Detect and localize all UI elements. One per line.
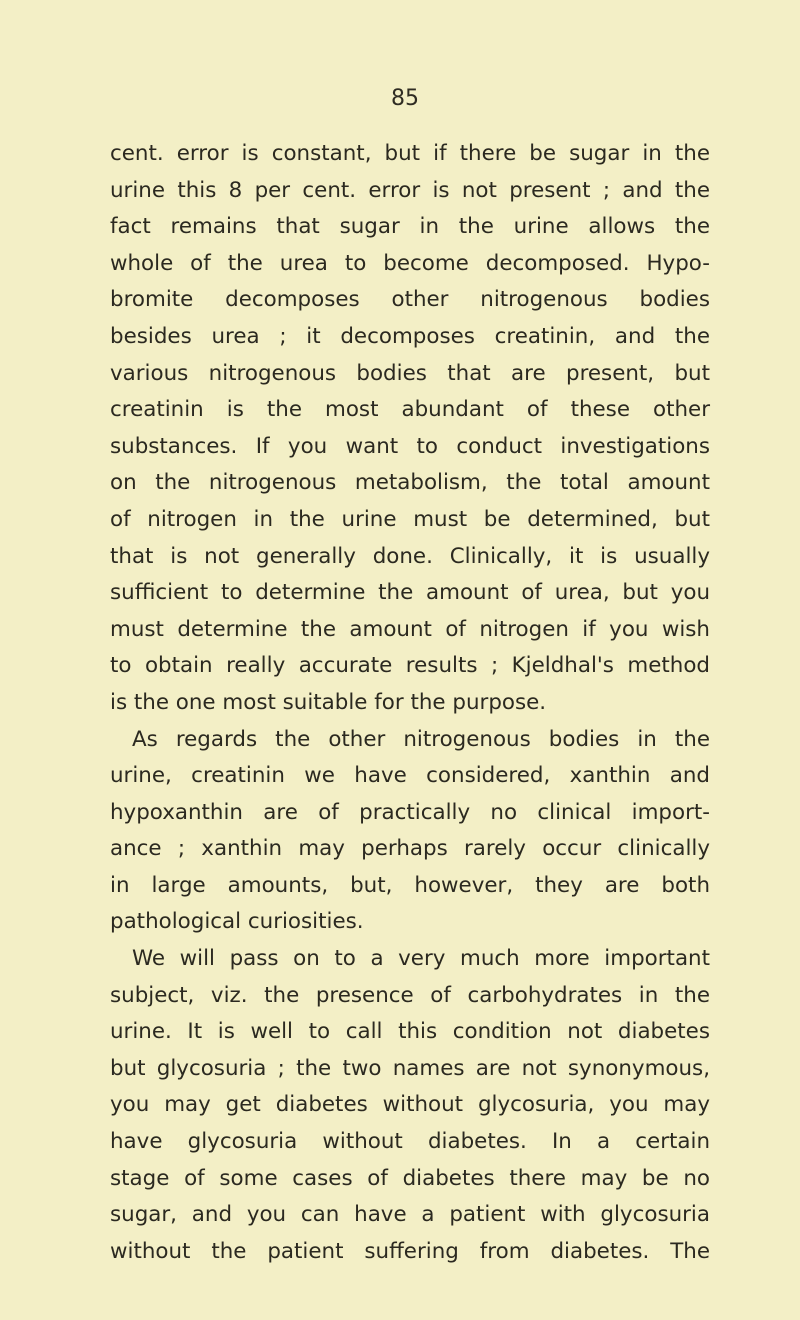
text-line: creatinin is the most abundant of these other (110, 397, 710, 423)
text-line: We will pass on to a very much more important (132, 946, 710, 972)
text-line: cent. error is constant, but if there be sugar in the (110, 141, 710, 166)
text-line: whole of the urea to become decomposed. Hypo- (110, 250, 710, 276)
page-number: 85 (391, 86, 419, 111)
text-line: of nitrogen in the urine must be determined, but (110, 506, 710, 532)
text-line: besides urea ; it decomposes creatinin, and the (110, 323, 710, 349)
text-line: you may get diabetes without glycosuria, you may (110, 1092, 710, 1118)
text-line: various nitrogenous bodies that are present, but (110, 360, 710, 386)
body-text (110, 136, 710, 1270)
paragraph-3 (110, 941, 710, 1270)
text-line: ance ; xanthin may perhaps rarely occur clinically (110, 836, 710, 862)
text-line: in large amounts, but, however, they are both (110, 872, 710, 898)
text-line: fact remains that sugar in the urine allows the (110, 214, 710, 240)
text-line: hypoxanthin are of practically no clinical import- (110, 799, 710, 825)
text-line: stage of some cases of diabetes there may be no (110, 1165, 710, 1191)
text-line: to obtain really accurate results ; Kjeldhal's method (110, 653, 710, 679)
text-line: urine. It is well to call this condition not diabetes (110, 1019, 710, 1045)
text-line: must determine the amount of nitrogen if you wish (110, 616, 710, 642)
text-line: sugar, and you can have a patient with glycosuria (110, 1202, 710, 1228)
text-line: without the patient suffering from diabetes. The (110, 1238, 710, 1264)
text-line: have glycosuria without diabetes. In a certain (110, 1129, 710, 1155)
text-line: subject, viz. the presence of carbohydrates in the (110, 982, 710, 1008)
text-line: bromite decomposes other nitrogenous bodies (110, 287, 710, 313)
text-line: urine, creatinin we have considered, xanthin and (110, 763, 710, 789)
text-line: sufficient to determine the amount of urea, but you (110, 580, 710, 606)
text-line: on the nitrogenous metabolism, the total amount (110, 470, 710, 496)
text-line: As regards the other nitrogenous bodies in the (132, 726, 710, 752)
text-line: is the one most suitable for the purpose. (110, 689, 547, 715)
paragraph-1 (110, 136, 710, 722)
paragraph-2 (110, 722, 710, 942)
text-line: that is not generally done. Clinically, it is usually (110, 543, 710, 569)
text-line: substances. If you want to conduct investigations (110, 433, 710, 459)
text-line: pathological curiosities. (110, 909, 364, 935)
text-line: but glycosuria ; the two names are not synonymous, (110, 1055, 710, 1081)
text-line: urine this 8 per cent. error is not present ; and the (110, 177, 710, 203)
